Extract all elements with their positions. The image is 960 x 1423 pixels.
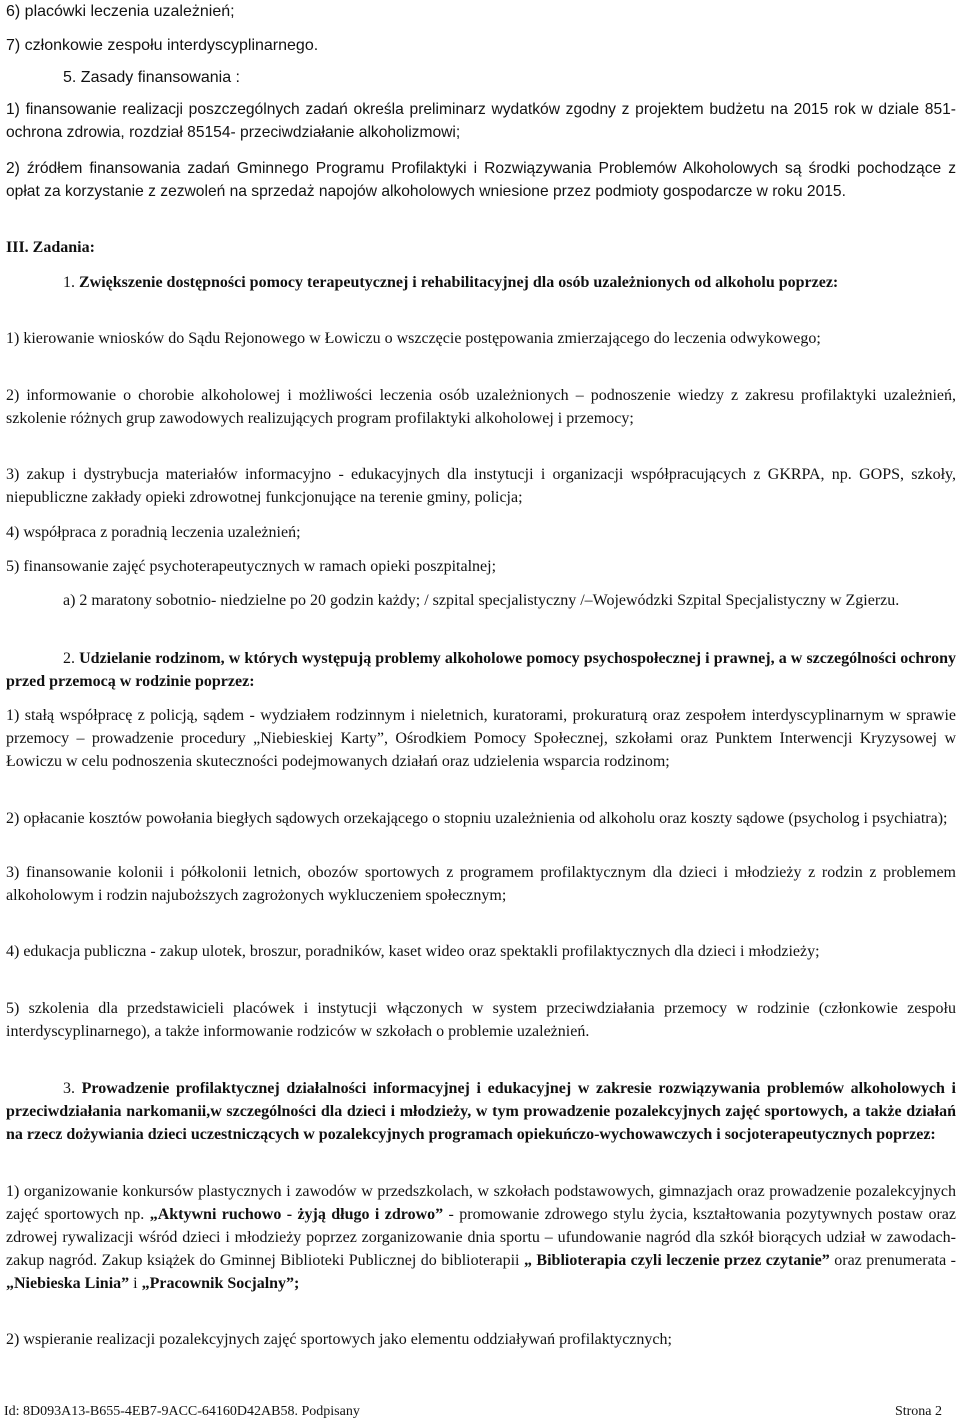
- list-item: 2) informowanie o chorobie alkoholowej i możliwości leczenia osób uzależnionych – podnoszenie wiedzy z zakresu profilaktyki uzależnień, szkolenie różnych grup zawodowych realizujących program profilaktyki alkoholowej i przemocy;: [6, 387, 956, 427]
- list-item: 7) członkowie zespołu interdyscyplinarnego.: [6, 37, 319, 54]
- list-item: 3) finansowanie kolonii i półkolonii letnich, obozów sportowych z programem profilaktycznym dla dzieci i młodzieży z rodzin z problemem alkoholowym i rodzin najuboższych zagrożonych wykluczeniem społecznym;: [6, 864, 956, 904]
- paragraph: 1) finansowanie realizacji poszczególnych zadań określa preliminarz wydatków zgodny z projektem budżetu na 2015 rok w dziale 851- ochrona zdrowia, rozdział 85154- przeciwdziałanie alkoholizmowi;: [6, 101, 956, 141]
- section-heading: 5. Zasady finansowania :: [63, 69, 240, 86]
- document-id: Id: 8D093A13-B655-4EB7-9ACC-64160D42AB58. Podpisany: [4, 1404, 360, 1419]
- paragraph: 2) źródłem finansowania zadań Gminnego Programu Profilaktyki i Rozwiązywania Problemów Alkoholowych są środki pochodzące z opłat za korzystanie z zezwoleń na sprzedaż napojów alkoholowych wniesione przez podmioty gospodarcze w roku 2015.: [6, 160, 956, 200]
- page-number: Strona 2: [894, 1404, 942, 1419]
- list-item: 5) szkolenia dla przedstawicieli placówek i instytucji włączonych w system przeciwdziałania przemocy w rodzinie (członkowie zespołu interdyscyplinarnego), a także informowanie rodziców w szkołach o problemie uzależnień.: [6, 1000, 956, 1040]
- section-heading: III. Zadania:: [6, 239, 95, 256]
- list-item: 4) edukacja publiczna - zakup ulotek, broszur, poradników, kaset wideo oraz spektakli profilaktycznych dla dzieci i młodzieży;: [6, 943, 820, 960]
- task-heading: 3. Prowadzenie profilaktycznej działalności informacyjnej i edukacyjnej w zakresie rozwiązywania problemów alkoholowych i przeciwdziałania narkomanii,w szczególności dla dzieci i młodzieży, w tym prowadzenie pozalekcyjnych zajęć sportowych, a także działań na rzecz dożywiania dzieci uczestniczących w pozalekcyjnych programach opiekuńczo-wychowawczych i socjoterapeutycznych poprzez:: [6, 1080, 956, 1143]
- list-item: a) 2 maratony sobotnio- niedzielne po 20 godzin każdy; / szpital specjalistyczny /–Wojewódzki Szpital Specjalistyczny w Zgierzu.: [63, 592, 900, 609]
- list-item: 4) współpraca z poradnią leczenia uzależnień;: [6, 524, 301, 541]
- list-item: 1) kierowanie wniosków do Sądu Rejonowego w Łowiczu o wszczęcie postępowania zmierzającego do leczenia odwykowego;: [6, 330, 821, 347]
- task-heading: 1. Zwiększenie dostępności pomocy terapeutycznej i rehabilitacyjnej dla osób uzależnionych od alkoholu poprzez:: [63, 274, 839, 291]
- list-item: 5) finansowanie zajęć psychoterapeutycznych w ramach opieki poszpitalnej;: [6, 558, 497, 575]
- list-item: 1) stałą współpracę z policją, sądem - wydziałem rodzinnym i nieletnich, kuratorami, prokuraturą oraz zespołem interdyscyplinarnym w sprawie przemocy – prowadzenie procedury „Niebieskiej Karty”, Ośrodkiem Pomocy Społecznej, szkołami oraz Punktem Interwencji Kryzysowej w Łowiczu w celu podnoszenia skuteczności podejmowanych działań oraz udzielenia wsparcia rodzinom;: [6, 707, 956, 770]
- list-item: 3) zakup i dystrybucja materiałów informacyjno - edukacyjnych dla instytucji i organizacji współpracujących z GKRPA, np. GOPS, szkoły, niepubliczne zakłady opieki zdrowotnej funkcjonujące na terenie gminy, policja;: [6, 466, 956, 506]
- task-heading: 2. Udzielanie rodzinom, w których występują problemy alkoholowe pomocy psychospołecznej i prawnej, a w szczególności ochrony przed przemocą w rodzinie poprzez:: [6, 650, 957, 690]
- list-item: 2) opłacanie kosztów powołania biegłych sądowych orzekającego o stopniu uzależnienia od alkoholu oraz koszty sądowe (psycholog i psychiatra);: [6, 810, 948, 827]
- list-item: 1) organizowanie konkursów plastycznych i zawodów w przedszkolach, w szkołach podstawowych, gimnazjach oraz prowadzenie pozalekcyjnych zajęć sportowych np. „Aktywni ruchowo - żyją długo i zdrowo” - promowanie zdrowego stylu życia, kształtowania pozytywnych postaw oraz zdrowej rywalizacji wśród dzieci i młodzieży poprzez zorganizowanie dnia sportu – ufundowanie nagród dla szkół biorących udział w zawodach-zakup nagród. Zakup książek do Gminnej Biblioteki Publicznej do biblioterapii „ Biblioterapia czyli leczenie przez czytanie” oraz prenumerata - „Niebieska Linia” i „Pracownik Socjalny”;: [6, 1183, 957, 1292]
- list-item: 6) placówki leczenia uzależnień;: [6, 3, 235, 20]
- list-item: 2) wspieranie realizacji pozalekcyjnych zajęć sportowych jako elementu oddziaływań profilaktycznych;: [6, 1331, 672, 1348]
